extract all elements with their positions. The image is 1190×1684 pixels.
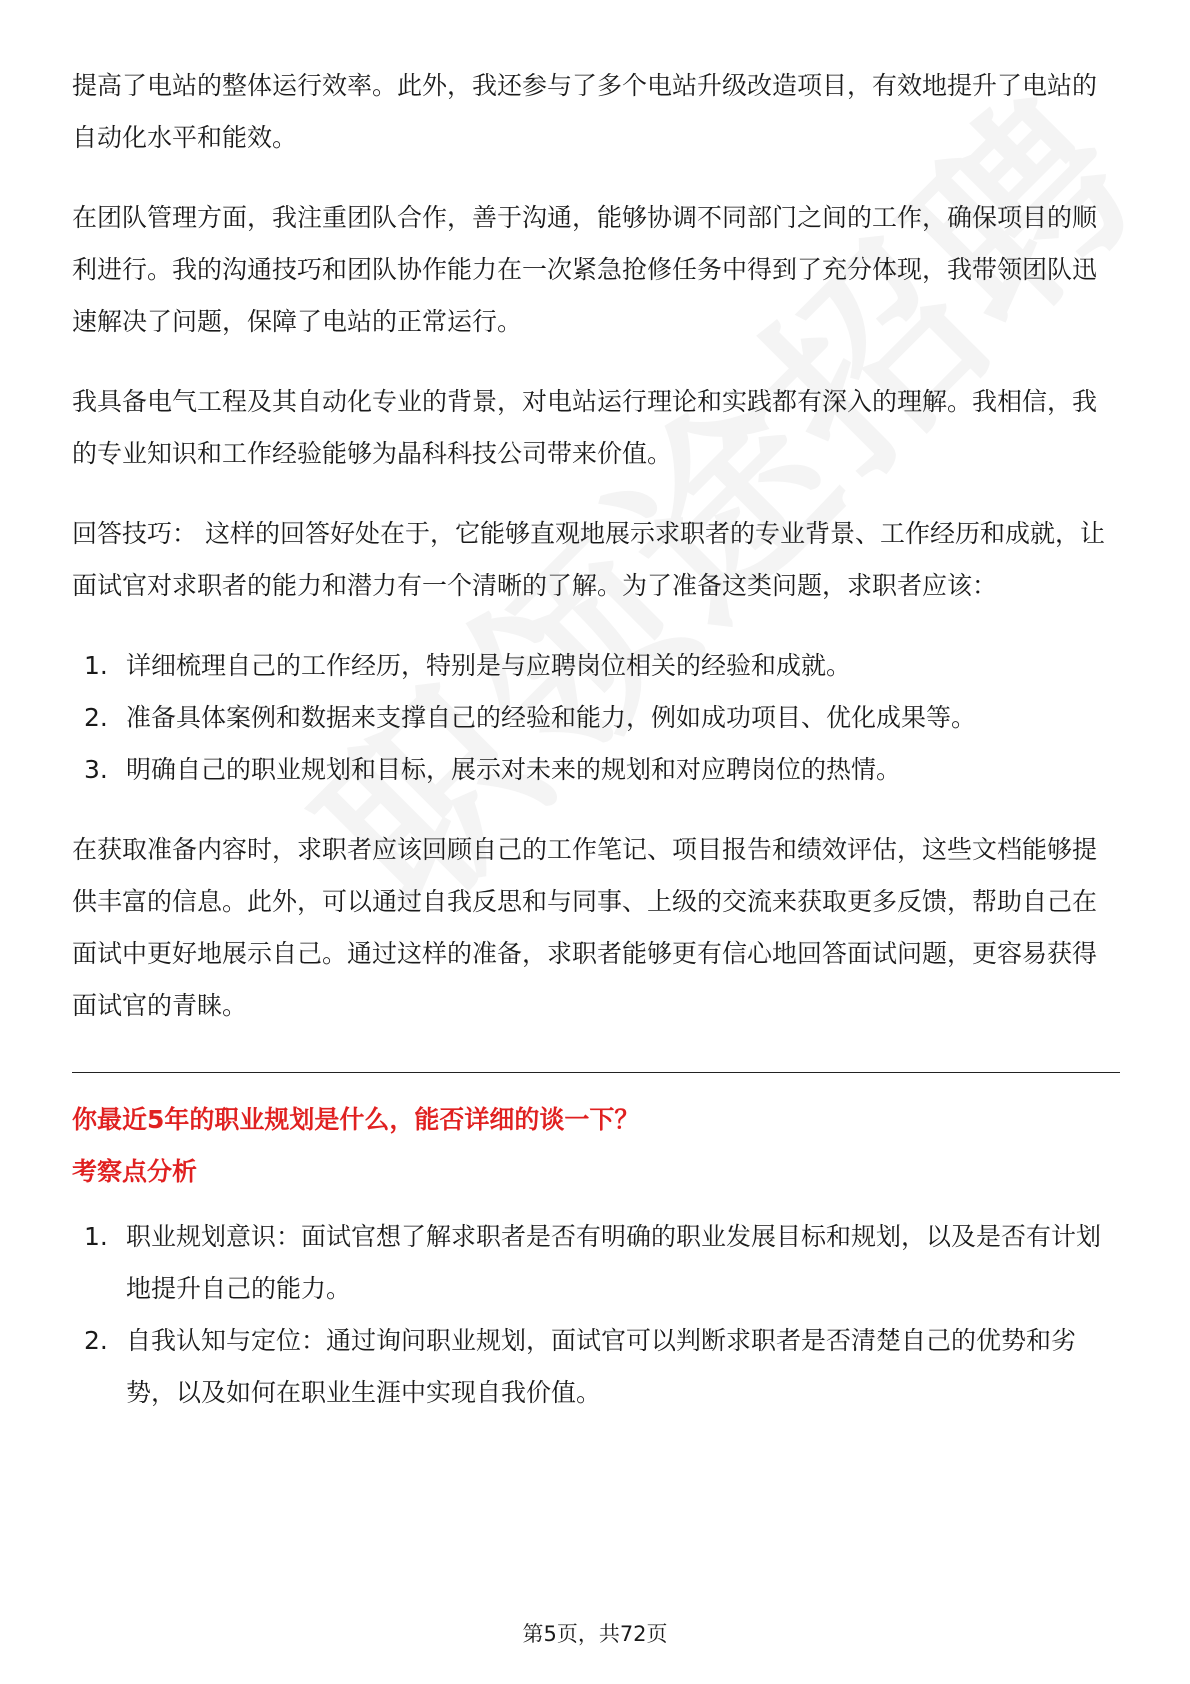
paragraph: 回答技巧： 这样的回答好处在于，它能够直观地展示求职者的专业背景、工作经历和成就，让面试官对求职者的能力和潜力有一个清晰的了解。为了准备这类问题，求职者应该： — [72, 519, 1105, 600]
list-number: 2. — [84, 1326, 108, 1355]
list-number: 1. — [84, 651, 108, 680]
list-item-text: 自我认知与定位：通过询问职业规划，面试官可以判断求职者是否清楚自己的优势和劣势，以及如何在职业生涯中实现自我价值。 — [126, 1326, 1077, 1407]
list-item-text: 准备具体案例和数据来支撑自己的经验和能力，例如成功项目、优化成果等。 — [126, 703, 977, 732]
question-heading: 你最近5年的职业规划是什么，能否详细的谈一下？ — [72, 1105, 640, 1134]
analysis-list — [72, 1211, 1120, 1419]
list-item-text: 明确自己的职业规划和目标，展示对未来的规划和对应聘岗位的热情。 — [126, 755, 902, 784]
list-item — [72, 640, 1120, 692]
list-item — [72, 1315, 1120, 1419]
page-content — [72, 60, 1120, 1419]
list-number: 1. — [84, 1222, 108, 1251]
list-number: 3. — [84, 755, 108, 784]
paragraph: 在团队管理方面，我注重团队合作，善于沟通，能够协调不同部门之间的工作，确保项目的顺利进行。我的沟通技巧和团队协作能力在一次紧急抢修任务中得到了充分体现，我带领团队迅速解决了问题，保障了电站的正常运行。 — [72, 203, 1098, 336]
section-divider — [72, 1072, 1120, 1073]
paragraph: 在获取准备内容时，求职者应该回顾自己的工作笔记、项目报告和绩效评估，这些文档能够提供丰富的信息。此外，可以通过自我反思和与同事、上级的交流来获取更多反馈，帮助自己在面试中更好地展示自己。通过这样的准备，求职者能够更有信心地回答面试问题，更容易获得面试官的青睐。 — [72, 835, 1098, 1020]
analysis-heading: 考察点分析 — [72, 1157, 198, 1186]
list-item — [72, 692, 1120, 744]
list-item — [72, 1211, 1120, 1315]
list-item-text: 职业规划意识：面试官想了解求职者是否有明确的职业发展目标和规划，以及是否有计划地提升自己的能力。 — [126, 1222, 1102, 1303]
paragraph: 我具备电气工程及其自动化专业的背景，对电站运行理论和实践都有深入的理解。我相信，我的专业知识和工作经验能够为晶科科技公司带来价值。 — [72, 387, 1098, 468]
page-number-footer: 第5页，共72页 — [522, 1622, 668, 1646]
list-item — [72, 744, 1120, 796]
list-number: 2. — [84, 703, 108, 732]
paragraph: 提高了电站的整体运行效率。此外，我还参与了多个电站升级改造项目，有效地提升了电站的自动化水平和能效。 — [72, 71, 1098, 152]
tips-list — [72, 640, 1120, 796]
list-item-text: 详细梳理自己的工作经历，特别是与应聘岗位相关的经验和成就。 — [126, 651, 852, 680]
